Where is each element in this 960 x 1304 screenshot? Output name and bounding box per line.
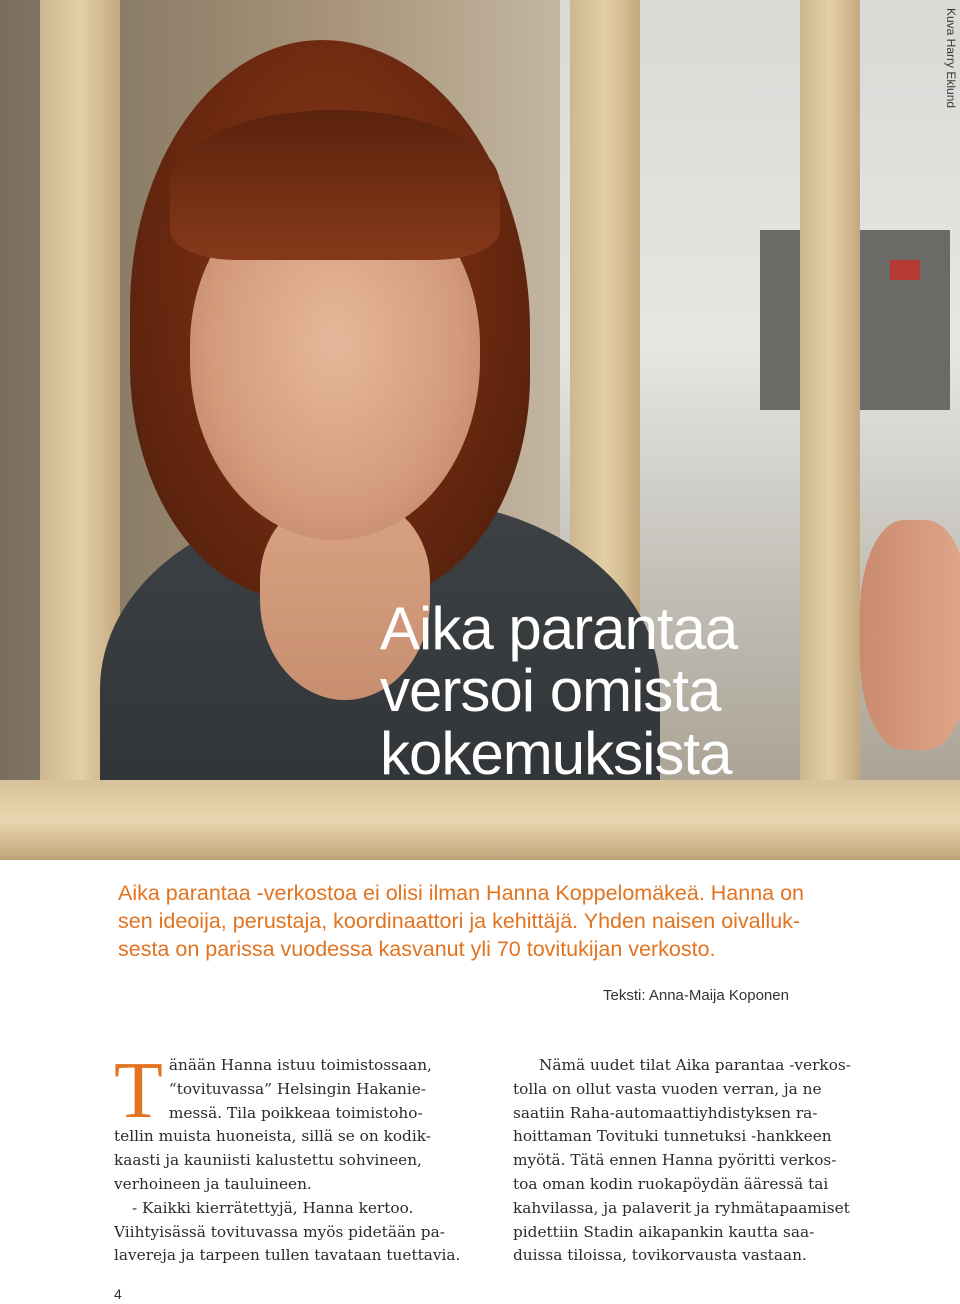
body-line: kahvilassa, ja palaverit ja ryhmätapaamiset [513,1198,850,1217]
lead-paragraph [118,880,898,964]
lead-line: sen ideoija, perustaja, koordinaattori ja kehittäjä. Yhden naisen oivalluk- [118,908,801,933]
body-line: messä. Tila poikkeaa toimistoho- [168,1103,423,1122]
body-line: saatiin Raha-automaattiyhdistyksen ra- [513,1103,818,1122]
body-line: Nämä uudet tilat Aika parantaa -verkos- [539,1056,851,1074]
drop-cap: T [114,1047,163,1135]
title-line: versoi omista [380,657,721,725]
body-column-right [513,1054,873,1268]
body-line: lavereja ja tarpeen tullen tavataan tuettavia. [114,1246,461,1265]
body-line: änään Hanna istuu toimistossaan, [168,1056,432,1074]
body-line: kaasti ja kauniisti kalustettu sohvineen, [114,1151,422,1170]
photo-person-fringe [170,110,500,260]
photo-red-sign [890,260,920,280]
body-column-left [114,1047,474,1268]
body-line: myötä. Tätä ennen Hanna pyöritti verkos- [513,1151,837,1170]
page-number: 4 [114,1286,122,1302]
body-line: Viihtyisässä tovituvassa myös pidetään pa- [114,1222,445,1241]
body-line: tellin muista huoneista, sillä se on kodik- [114,1127,431,1146]
photo-credit: Kuva Harry Eklund [944,8,958,109]
article-title [380,595,940,787]
body-line: hoittaman Tovituki tunnetuksi -hankkeen [513,1127,832,1146]
body-line: - Kaikki kierrätettyjä, Hanna kertoo. [132,1198,414,1217]
lead-line: Aika parantaa -verkostoa ei olisi ilman Hanna Koppelomäkeä. Hanna on [118,881,805,905]
body-line: toa oman kodin ruokapöydän ääressä tai [513,1174,829,1193]
body-line: verhoineen ja tauluineen. [114,1174,312,1193]
body-line: duissa tiloissa, tovikorvausta vastaan. [513,1246,807,1265]
byline: Teksti: Anna-Maija Koponen [603,987,789,1004]
title-line: kokemuksista [380,719,732,787]
body-line: pidettiin Stadin aikapankin kautta saa- [513,1222,815,1241]
body-line: “tovituvassa” Helsingin Hakanie- [168,1079,426,1098]
photo-frame-crossbar [0,780,960,860]
lead-line: sesta on parissa vuodessa kasvanut yli 70 tovitukijan verkosto. [118,936,716,961]
body-line: tolla on ollut vasta vuoden verran, ja ne [513,1079,822,1098]
title-line: Aika parantaa [380,595,738,662]
